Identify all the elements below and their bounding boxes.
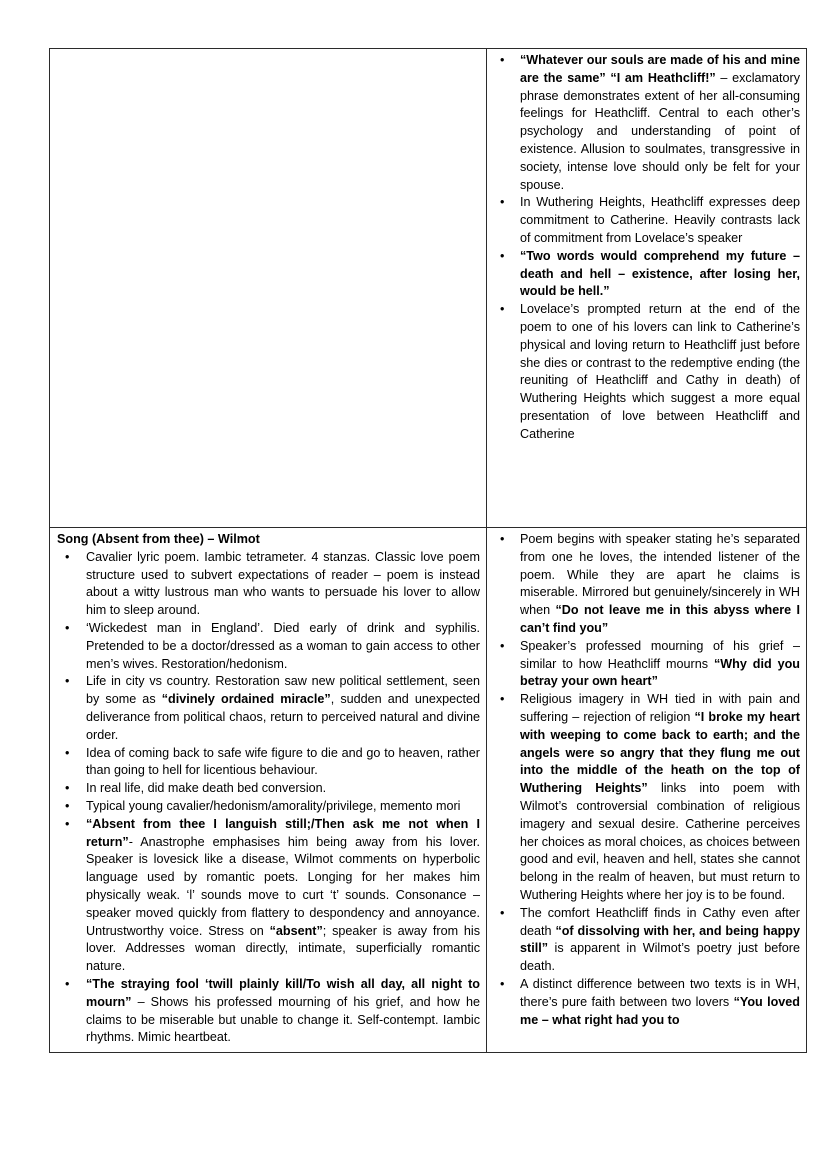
body-text: Typical young cavalier/hedonism/amorality/privilege, memento mori [86,798,461,813]
list-item [493,531,800,638]
body-text: In real life, did make death bed conversion. [86,781,327,796]
list-item [493,691,800,905]
quote-emphasis-text: “The straying fool ‘twill plainly kill/To wish all day, all night to mourn” [86,976,480,1009]
quote-emphasis-text: “divinely ordained miracle” [161,692,331,707]
cell-row2-right [487,528,807,1053]
body-text: Speaker’s professed mourning of his grief – similar to how Heathcliff mourns [520,638,800,671]
quote-emphasis-text: “Absent from thee I languish still;/Then ask me not when I return” [86,816,480,849]
list-item [56,745,480,781]
body-text: Idea of coming back to safe wife figure to die and go to heaven, rather than going to hell for licentious behaviour. [86,745,480,778]
list-item [56,780,480,798]
table-row [50,528,807,1053]
list-item [56,673,480,744]
body-text: Cavalier lyric poem. Iambic tetrameter. 4 stanzas. Classic love poem structure used to subvert expectations of reader – poem is instead about a witty lustrous man who wants to persuade his lover to allow him to sleep around. [86,549,480,618]
body-text: – exclamatory phrase demonstrates extent of her all-consuming feelings for Heathcliff. Central to each other’s psychology and understanding of point of existence. Allusion to soulmates, transgressive in society, intense love should only be felt for your spouse. [520,70,801,192]
table-row [50,49,807,528]
list-item [56,549,480,620]
cell-row2-left [50,528,487,1053]
body-text: Life in city vs country. Restoration saw new political settlement, seen by some as [86,674,480,707]
body-text: ; speaker is away from his lover. Addresses woman directly, intimate, superficially romantic nature. [86,923,480,974]
poem-title-heading: Song (Absent from thee) – Wilmot [57,532,260,546]
quote-emphasis-text: “of dissolving with her, and being happy still” [520,923,800,956]
quote-emphasis-text: “Do not leave me in this abyss where I can’t find you” [520,603,801,635]
list-item [56,798,480,816]
list-item [493,905,800,976]
list-item [493,248,800,301]
body-text: Lovelace’s prompted return at the end of the poem to one of his lovers can link to Catherine’s physical and loving return to Heathcliff just before she dies or contrast to the redemptive ending (the reuniting of Heathcliff and Cathy in death) of Wuthering Heights which suggest a more equal presentation of love between Heathcliff and Catherine [520,302,800,441]
quote-emphasis-text: “You loved me – what right had you to [520,994,800,1027]
body-text: , sudden and unexpected deliverance from political chaos, return to perceived natural and divine order. [86,692,480,742]
body-text: Religious imagery in WH tied in with pain and suffering – rejection of religion [520,692,800,724]
body-text: - Anastrophe emphasises him being away from his lover. Speaker is lovesick like a disease, Wilmot comments on hyperbolic language used by romantic poets. Longing for her makes him physically weak. ‘l’ sounds move to curt ‘t’ sounds. Consonance – speaker moved quickly from flattery to despondency and annoyance. Untrustworthy voice. Stress on [86,834,480,938]
quote-emphasis-text: “absent” [269,923,323,938]
list-item [56,976,480,1047]
body-text: Poem begins with speaker stating he’s separated from one he loves, the intended listener of the poem. While they are apart he claims is miserable. Mirrored but genuinely/sincerely in WH when [520,532,800,618]
quote-emphasis-text: “Whatever our souls are made of his and mine are the same” “I am Heathcliff!” [520,53,800,85]
body-text: The comfort Heathcliff finds in Cathy even after death [520,905,800,938]
bullet-list-row2-left [56,549,480,1047]
body-text: In Wuthering Heights, Heathcliff expresses deep commitment to Catherine. Heavily contrasts lack of commitment from Lovelace’s speaker [520,195,800,245]
quote-emphasis-text: “Two words would comprehend my future – death and hell – existence, after losing her, would be hell.” [520,248,800,299]
bullet-list-row1-right [493,52,800,444]
quote-emphasis-text: “Why did you betray your own heart” [520,656,800,689]
list-item [493,301,800,443]
body-text: links into poem with Wilmot’s controversial combination of religious imagery and sexual desire. Catherine perceives her choices as moral choices, as choices between good and evil, heaven and hell, states she cannot belong in the realm of heaven, but must return to Wuthering Heights where her joy is to be found. [520,781,801,902]
body-text: – Shows his professed mourning of his grief, and how he claims to be miserable but unable to change it. Self-contempt. Iambic rhythms. Mimic heartbeat. [86,994,480,1045]
body-text: A distinct difference between two texts is in WH, there’s pure faith between two lovers [520,976,800,1009]
list-item [493,638,800,691]
empty-content-area [56,52,480,522]
list-item [493,194,800,247]
cell-row1-left [50,49,487,528]
bullet-list-row2-right [493,531,800,1029]
revision-notes-table [49,48,807,1053]
quote-emphasis-text: “I broke my heart with weeping to come back to earth; and the angels were so angry that they flung me out into the middle of the heath on the top of Wuthering Heights” [520,709,800,796]
body-text: is apparent in Wilmot’s poetry just before death. [520,941,800,974]
list-item [56,816,480,976]
body-text: ‘Wickedest man in England’. Died early of drink and syphilis. Pretended to be a doctor/dressed as a woman to gain access to other men’s wives. Restoration/hedonism. [86,620,480,671]
list-item [493,52,800,194]
list-item [56,620,480,673]
list-item [493,976,800,1029]
cell-row1-right [487,49,807,528]
